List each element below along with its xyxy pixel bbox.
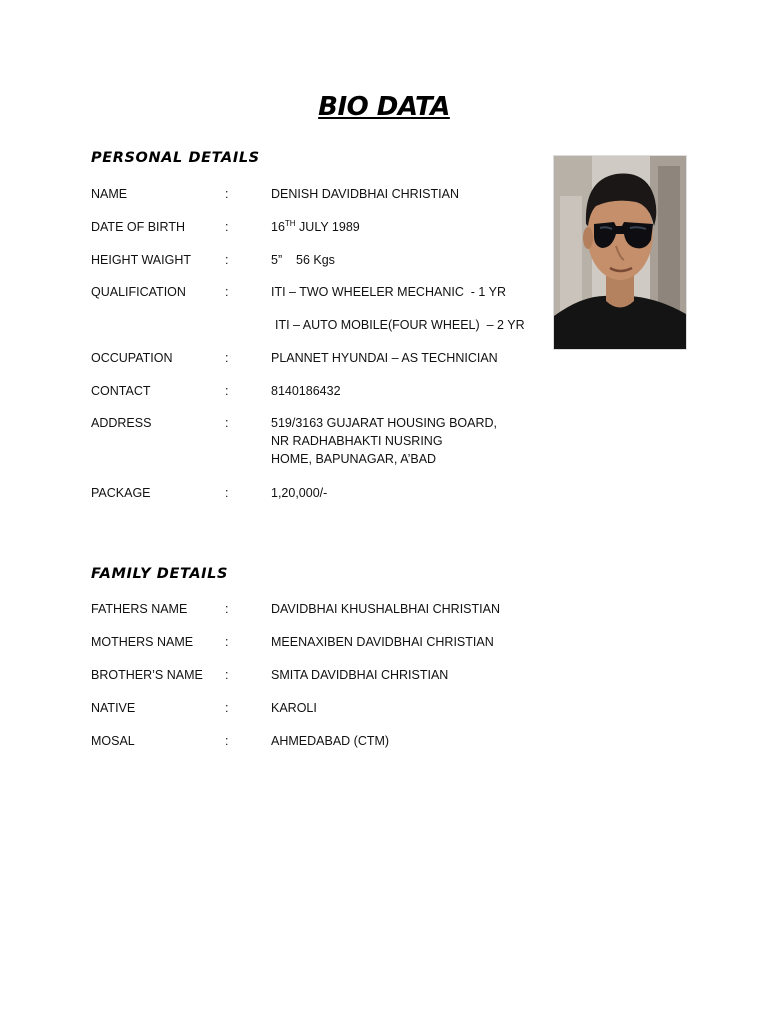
separator: : [225,635,229,649]
field-label: QUALIFICATION [91,285,186,299]
separator: : [225,602,229,616]
document-title: BIO DATA [318,92,450,122]
separator: : [225,668,229,682]
profile-photo [553,155,687,350]
separator: : [225,220,229,234]
separator: : [225,351,229,365]
field-label: FATHERS NAME [91,602,188,616]
separator: : [225,416,229,430]
dob-month-year: JULY 1989 [295,220,360,234]
separator: : [225,253,229,267]
field-label: CONTACT [91,384,151,398]
field-value [271,218,360,236]
field-value: KAROLI [271,701,317,715]
portrait-illustration [554,156,686,349]
separator: : [225,701,229,715]
field-label: HEIGHT WAIGHT [91,253,191,267]
field-value: 1,20,000/- [271,486,328,500]
field-label: PACKAGE [91,486,151,500]
address-line: 519/3163 GUJARAT HOUSING BOARD, [271,416,498,430]
field-label: MOTHERS NAME [91,635,194,649]
separator: : [225,187,229,201]
field-value: PLANNET HYUNDAI – AS TECHNICIAN [271,351,498,365]
field-value: ITI – TWO WHEELER MECHANIC - 1 YR [271,285,506,299]
address-line: HOME, BAPUNAGAR, A’BAD [271,452,437,466]
family-details-heading: FAMILY DETAILS [91,566,229,582]
field-value: ITI – AUTO MOBILE(FOUR WHEEL) – 2 YR [275,318,525,332]
separator: : [225,384,229,398]
field-label: OCCUPATION [91,351,173,365]
field-value: MEENAXIBEN DAVIDBHAI CHRISTIAN [271,635,494,649]
personal-details-heading: PERSONAL DETAILS [91,150,260,166]
field-value: 8140186432 [271,384,341,398]
field-value: DENISH DAVIDBHAI CHRISTIAN [271,187,459,201]
field-label: DATE OF BIRTH [91,220,185,234]
dob-day: 16 [271,220,285,234]
field-value: AHMEDABAD (CTM) [271,734,390,748]
field-label: NATIVE [91,701,136,715]
field-value: SMITA DAVIDBHAI CHRISTIAN [271,668,449,682]
field-label: NAME [91,187,128,201]
field-label: MOSAL [91,734,135,748]
field-value: DAVIDBHAI KHUSHALBHAI CHRISTIAN [271,602,500,616]
field-value: 5” 56 Kgs [271,253,335,267]
dob-ordinal: TH [284,219,296,228]
field-label: ADDRESS [91,416,152,430]
separator: : [225,486,229,500]
address-line: NR RADHABHAKTI NUSRING [271,434,443,448]
field-label: BROTHER’S NAME [91,668,203,682]
separator: : [225,734,229,748]
separator: : [225,285,229,299]
field-value [271,414,497,468]
